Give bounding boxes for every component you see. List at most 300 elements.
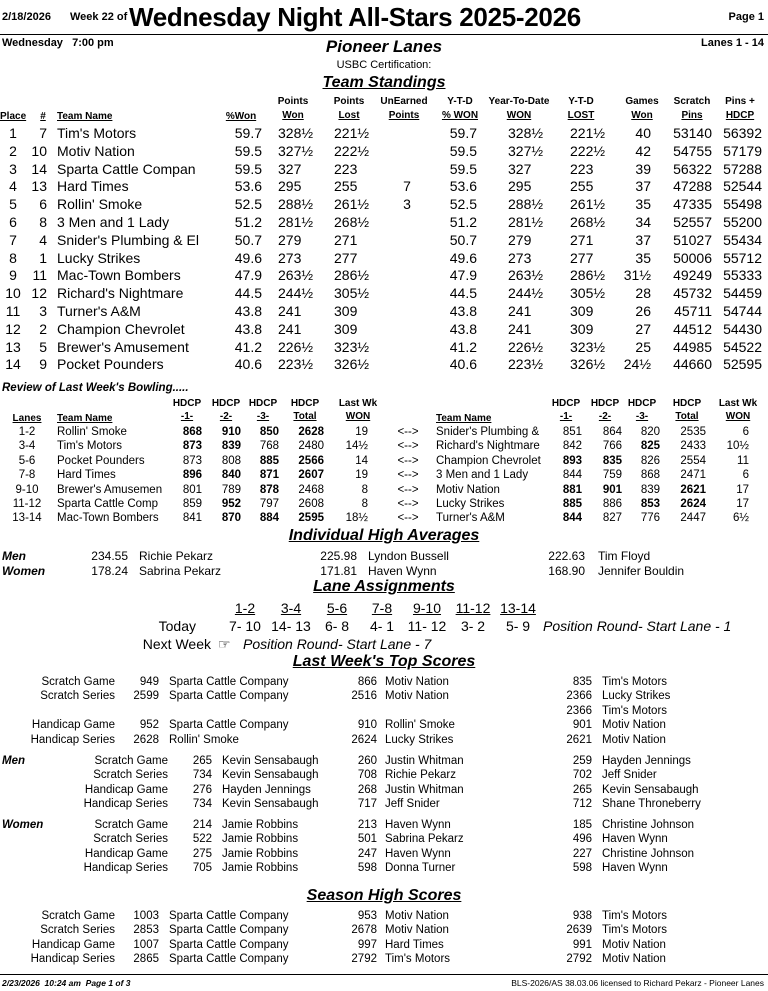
review-header-lw-line1: Last Wk [338,398,378,409]
score-name: Sparta Cattle Company [169,953,289,966]
standings-cell: 326½ [334,356,370,373]
review-score-left: 2608 [298,498,324,510]
review-score-right: 839 [640,483,660,496]
score-name: Christine Johnson [602,819,695,831]
score-category: Handicap Series [30,733,115,746]
standings-cell: 31½ [623,267,651,284]
standings-cell: 328½ [508,125,544,141]
review-score-left: 871 [259,469,279,482]
standings-cell: 244½ [278,285,314,302]
standings-cell: 50006 [673,249,712,266]
averages-title: Individual High Averages [288,527,480,544]
men-label: Men [2,755,25,767]
standings-cell: 13 [31,178,47,195]
score-name: Tim's Motors [602,910,668,922]
standings-header-ytdw-line1: Year-To-Date [488,96,550,107]
today-label: Today [158,618,196,634]
lane-pair: 7-8 [371,600,393,616]
standings-header-place: Place [0,111,27,122]
score-value: 265 [192,755,212,767]
standings-cell: 222½ [570,142,606,159]
standings-cell: 51027 [673,231,712,248]
score-value: 2624 [351,733,377,746]
standings-cell: 44512 [673,320,712,337]
standings-cell: 327 [508,160,532,177]
review-versus: <--> [397,454,419,467]
review-score-left: 797 [259,498,279,510]
review-team-right: Lucky Strikes [436,498,505,510]
standings-cell: 255 [334,178,358,195]
standings-cell: 43.8 [449,320,477,337]
standings-cell: 41.2 [234,338,262,355]
review-score-left: 801 [182,483,202,496]
score-name: Hayden Jennings [222,783,311,796]
review-header-h3-line2: -3- [256,411,270,422]
score-name: Motiv Nation [602,733,666,746]
average-bowler: Richie Pekarz [139,549,214,563]
standings-cell: 54522 [723,338,762,355]
review-team-right: Champion Chevrolet [436,454,541,467]
review-score-right: 11 [737,454,749,467]
review-score-left: 808 [221,454,241,467]
review-team-right: 3 Men and 1 Lady [436,469,529,482]
score-name: Sparta Cattle Company [169,676,289,688]
score-value: 598 [572,862,592,875]
standings-header-ytdl-line1: Y-T-D [568,96,594,107]
score-value: 268 [357,783,377,796]
standings-cell: 226½ [508,338,544,355]
score-value: 708 [357,769,377,782]
score-value: 1007 [133,938,159,951]
review-score-right: 844 [562,469,582,482]
review-header-h1-line1: HDCP [551,398,581,409]
score-name: Sparta Cattle Company [169,910,289,922]
standings-cell: 222½ [334,142,370,159]
review-score-left: 18½ [345,512,368,525]
score-name: Tim's Motors [602,704,668,717]
review-score-right: 893 [562,454,582,467]
score-name: Donna Turner [385,862,456,875]
standings-cell: 54755 [673,142,712,159]
standings-cell: Sparta Cattle Compan [57,160,196,177]
score-name: Haven Wynn [602,833,668,846]
standings-header-ytdw-line2: WON [506,110,532,121]
review-score-left: 19 [355,426,368,438]
review-lanes: 11-12 [12,498,42,510]
review-score-right: 825 [640,440,660,453]
score-name: Rollin' Smoke [169,733,239,746]
league-day-time: Wednesday 7:00 pm [2,37,114,49]
standings-cell: 55712 [723,249,762,266]
score-value: 997 [357,938,377,951]
standings-cell: 7 [9,231,17,248]
score-category: Scratch Series [40,924,115,937]
score-value: 2516 [351,690,377,703]
score-value: 702 [572,769,592,782]
average-bowler: Lyndon Bussell [368,549,449,563]
standings-cell: 263½ [508,267,544,284]
standings-cell: 323½ [570,338,606,355]
averages-men-label: Men [2,549,26,563]
review-score-left: 839 [221,440,241,453]
review-header-lanes: Lanes [12,413,42,424]
standings-cell: Hard Times [57,178,129,195]
review-score-right: 2535 [680,426,706,438]
standings-cell: 52.5 [234,196,262,213]
standings-cell: 55333 [723,267,762,284]
score-name: Hayden Jennings [602,755,691,767]
standings-cell: 53140 [673,125,712,141]
review-team-left: Rollin' Smoke [57,426,127,438]
score-value: 2639 [566,924,592,937]
average-value: 171.81 [320,564,357,578]
standings-title: Team Standings [322,74,446,91]
standings-cell: 51.2 [234,214,262,230]
review-header-h2-line1: HDCP [590,398,620,409]
score-name: Justin Whitman [385,755,464,767]
review-score-left: 873 [182,454,202,467]
review-score-left: 14 [355,454,368,467]
score-value: 734 [192,798,212,811]
standings-cell: 309 [570,320,594,337]
review-lanes: 3-4 [18,440,36,453]
standings-cell: 11 [32,267,47,284]
review-score-right: 844 [562,512,582,525]
standings-cell: 53.6 [449,178,477,195]
review-score-right: 853 [640,498,660,510]
standings-cell: 281½ [508,214,544,230]
standings-cell: 55498 [723,196,762,213]
standings-cell: 268½ [570,214,606,230]
average-value: 225.98 [320,549,357,563]
score-value: 901 [572,719,592,732]
score-value: 949 [139,676,159,688]
score-category: Scratch Series [93,769,168,782]
standings-cell: 271 [334,231,358,248]
standings-cell: 49.6 [234,249,262,266]
standings-cell: 13 [5,338,21,355]
score-value: 260 [357,755,377,767]
standings-header-num: # [40,111,46,122]
standings-cell: 59.7 [449,125,477,141]
review-team-left: Pocket Pounders [57,454,145,467]
review-score-right: 10½ [726,440,749,453]
standings-cell: 323½ [334,338,370,355]
standings-cell: 40.6 [449,356,477,373]
review-score-left: 859 [182,498,202,510]
standings-header-sp-line1: Scratch [673,96,711,107]
review-versus: <--> [397,512,419,525]
standings-cell: 268½ [334,214,370,230]
standings-cell: 37 [635,231,651,248]
score-category: Handicap Game [84,847,168,860]
review-versus: <--> [397,469,419,482]
score-value: 717 [357,798,377,811]
review-header-lw-line1: Last Wk [718,398,758,409]
review-team-right: Motiv Nation [436,483,500,496]
review-header-team-right: Team Name [436,413,492,424]
average-value: 178.24 [91,564,128,578]
standings-cell: Champion Chevrolet [57,320,185,337]
score-name: Hard Times [385,938,444,951]
standings-cell: 59.5 [234,142,262,159]
standings-cell: 277 [570,249,594,266]
score-category: Scratch Game [94,819,168,831]
women-label: Women [2,819,44,831]
standings-cell: 51.2 [449,214,477,230]
review-header-h1-line2: -1- [559,411,573,422]
standings-cell: 42 [635,142,651,159]
average-bowler: Tim Floyd [598,549,651,563]
standings-cell: 53.6 [234,178,262,195]
review-score-right: 2447 [680,512,706,525]
standings-cell: 261½ [570,196,606,213]
review-header-h3-line1: HDCP [248,398,278,409]
review-team-right: Turner's A&M [436,512,505,525]
standings-cell: 9 [39,356,47,373]
standings-cell: 57288 [723,160,762,177]
score-name: Shane Throneberry [602,798,701,811]
standings-cell: 221½ [334,125,370,141]
review-score-left: 768 [259,440,279,453]
standings-header-ytdp-line1: Y-T-D [447,96,473,107]
standings-cell: 223 [334,160,358,177]
score-value: 247 [357,847,377,860]
standings-cell: Brewer's Amusement [57,338,189,355]
standings-cell: Pocket Pounders [57,356,164,373]
standings-cell: 59.5 [449,142,477,159]
standings-cell: 54430 [723,320,762,337]
score-name: Rollin' Smoke [385,719,455,732]
review-header-ht-line1: HDCP [290,398,320,409]
score-name: Motiv Nation [385,690,449,703]
standings-cell: 286½ [570,267,606,284]
review-score-left: 870 [221,512,241,525]
lane-pair: 11-12 [455,600,491,616]
review-lanes: 1-2 [18,426,36,438]
standings-header-ue-line2: Points [388,110,420,121]
score-name: Lucky Strikes [602,690,671,703]
score-name: Christine Johnson [602,847,695,860]
score-category: Handicap Series [83,798,168,811]
review-score-right: 2554 [680,454,706,467]
standings-cell: 44660 [673,356,712,373]
standings-cell: 226½ [278,338,314,355]
standings-cell: 12 [5,320,21,337]
standings-cell: 56322 [673,160,712,177]
review-score-right: 776 [640,512,660,525]
standings-cell: 44.5 [449,285,477,302]
standings-cell: 35 [635,196,651,213]
standings-cell: 52595 [723,356,762,373]
score-name: Haven Wynn [602,862,668,875]
standings-cell: 49249 [673,267,712,284]
standings-cell: 223½ [508,356,544,373]
review-score-right: 2621 [680,483,706,496]
score-category: Handicap Game [84,783,168,796]
standings-cell: 244½ [508,285,544,302]
standings-cell: Motiv Nation [57,142,135,159]
score-name: Lucky Strikes [385,733,454,746]
score-name: Richie Pekarz [385,769,456,782]
standings-cell: 12 [31,285,47,302]
review-score-left: 2628 [298,426,324,438]
standings-cell: 10 [31,142,47,159]
standings-cell: 261½ [334,196,370,213]
score-value: 259 [572,755,592,767]
standings-cell: 1 [39,249,47,266]
standings-header-gw-line2: Won [631,110,653,121]
review-versus: <--> [397,483,419,496]
standings-cell: 6 [9,214,17,230]
standings-cell: 52.5 [449,196,477,213]
score-name: Haven Wynn [385,847,451,860]
score-value: 866 [357,676,377,688]
standings-cell: 327½ [278,142,314,159]
standings-cell: 44985 [673,338,712,355]
lane-pair: 5-6 [326,600,348,616]
standings-cell: 8 [9,249,17,266]
today-team-pair: 14- 13 [271,618,311,634]
review-score-right: 2471 [680,469,706,482]
standings-header-pl-line1: Points [333,96,365,107]
standings-cell: 59.7 [234,125,262,141]
review-score-left: 8 [361,498,368,510]
season-high-title: Season High Scores [306,887,462,904]
standings-cell: 5 [9,196,17,213]
score-name: Jamie Robbins [222,833,299,846]
standings-cell: 241 [278,320,302,337]
average-bowler: Sabrina Pekarz [139,564,222,578]
review-header-ht-line1: HDCP [672,398,702,409]
review-score-right: 17 [736,483,749,496]
score-category: Scratch Game [41,676,115,688]
score-name: Kevin Sensabaugh [222,755,319,767]
review-score-right: 842 [562,440,582,453]
score-name: Motiv Nation [385,924,449,937]
score-name: Jamie Robbins [222,847,299,860]
review-score-right: 881 [562,483,582,496]
standings-cell: 7 [403,178,411,195]
standings-cell: 279 [278,231,302,248]
league-title: Wednesday Night All-Stars 2025-2026 [129,2,581,32]
score-name: Sparta Cattle Company [169,690,289,703]
standings-cell: 286½ [334,267,370,284]
review-score-left: 8 [361,483,368,496]
standings-cell: 6 [39,196,47,213]
review-header-h3-line1: HDCP [627,398,657,409]
standings-cell: Snider's Plumbing & El [57,231,199,248]
standings-cell: 295 [508,178,532,195]
score-category: Scratch Series [93,833,168,846]
review-score-left: 19 [355,469,368,482]
standings-cell: 11 [5,303,21,319]
standings-header-ph-line2: HDCP [725,110,755,121]
standings-cell: 43.8 [449,303,477,319]
standings-cell: 309 [570,303,594,319]
standings-header-gw-line1: Games [625,96,659,107]
standings-cell: 14 [5,356,21,373]
review-score-right: 766 [602,440,622,453]
review-score-left: 2595 [298,512,324,525]
review-header-h3-line2: -3- [635,411,649,422]
score-value: 213 [357,819,377,831]
score-name: Kevin Sensabaugh [222,769,319,782]
standings-cell: 241 [508,303,532,319]
standings-cell: 43.8 [234,303,262,319]
next-week-note: Position Round- Start Lane - 7 [243,636,432,652]
standings-cell: 52557 [673,214,712,230]
standings-cell: 47335 [673,196,712,213]
score-value: 712 [572,798,592,811]
today-team-pair: 11- 12 [407,618,447,634]
score-name: Tim's Motors [385,953,451,966]
review-header-lw-line2: WON [345,411,371,422]
averages-women-label: Women [2,564,46,578]
usbc-certification: USBC Certification: [336,59,432,71]
score-name: Sparta Cattle Company [169,924,289,937]
standings-cell: 9 [9,267,17,284]
review-score-right: 885 [562,498,582,510]
score-value: 185 [572,819,592,831]
standings-cell: Tim's Motors [57,125,137,141]
standings-cell: Richard's Nightmare [57,285,184,302]
standings-cell: 59.5 [234,160,262,177]
review-score-left: 2468 [298,483,324,496]
standings-cell: 55434 [723,231,762,248]
standings-cell: 47288 [673,178,712,195]
standings-cell: 305½ [570,285,606,302]
score-value: 952 [139,719,159,732]
score-name: Motiv Nation [602,719,666,732]
standings-cell: 1 [9,125,17,141]
review-header-h2-line2: -2- [598,411,612,422]
review-score-left: 910 [221,426,241,438]
review-score-left: 873 [182,440,202,453]
today-note: Position Round- Start Lane - 1 [543,618,732,634]
score-value: 2366 [566,704,592,717]
standings-cell: Mac-Town Bombers [57,267,181,284]
score-value: 522 [192,833,212,846]
score-value: 265 [572,783,592,796]
score-value: 501 [357,833,377,846]
score-category: Handicap Game [31,938,115,951]
footer-rule [0,974,768,975]
score-name: Tim's Motors [602,676,668,688]
score-category: Handicap Series [30,953,115,966]
review-lanes: 7-8 [18,469,36,482]
standings-cell: 45711 [674,303,712,319]
lane-pair: 1-2 [234,600,256,616]
standings-cell: 5 [39,338,47,355]
review-score-right: 827 [602,512,622,525]
standings-cell: 221½ [570,125,606,141]
standings-cell: 273 [278,249,302,266]
score-value: 2853 [133,924,159,937]
score-value: 2628 [133,733,159,746]
review-score-left: 884 [259,512,279,525]
standings-cell: 288½ [278,196,314,213]
standings-cell: 223 [570,160,594,177]
bowling-center: Pioneer Lanes [325,37,443,56]
score-value: 275 [192,847,212,860]
standings-cell: 27 [635,320,651,337]
score-category: Scratch Game [41,910,115,922]
standings-cell: 39 [635,160,651,177]
standings-cell: 281½ [278,214,314,230]
standings-cell: Rollin' Smoke [57,196,143,213]
standings-header-pw-line1: Points [277,96,309,107]
